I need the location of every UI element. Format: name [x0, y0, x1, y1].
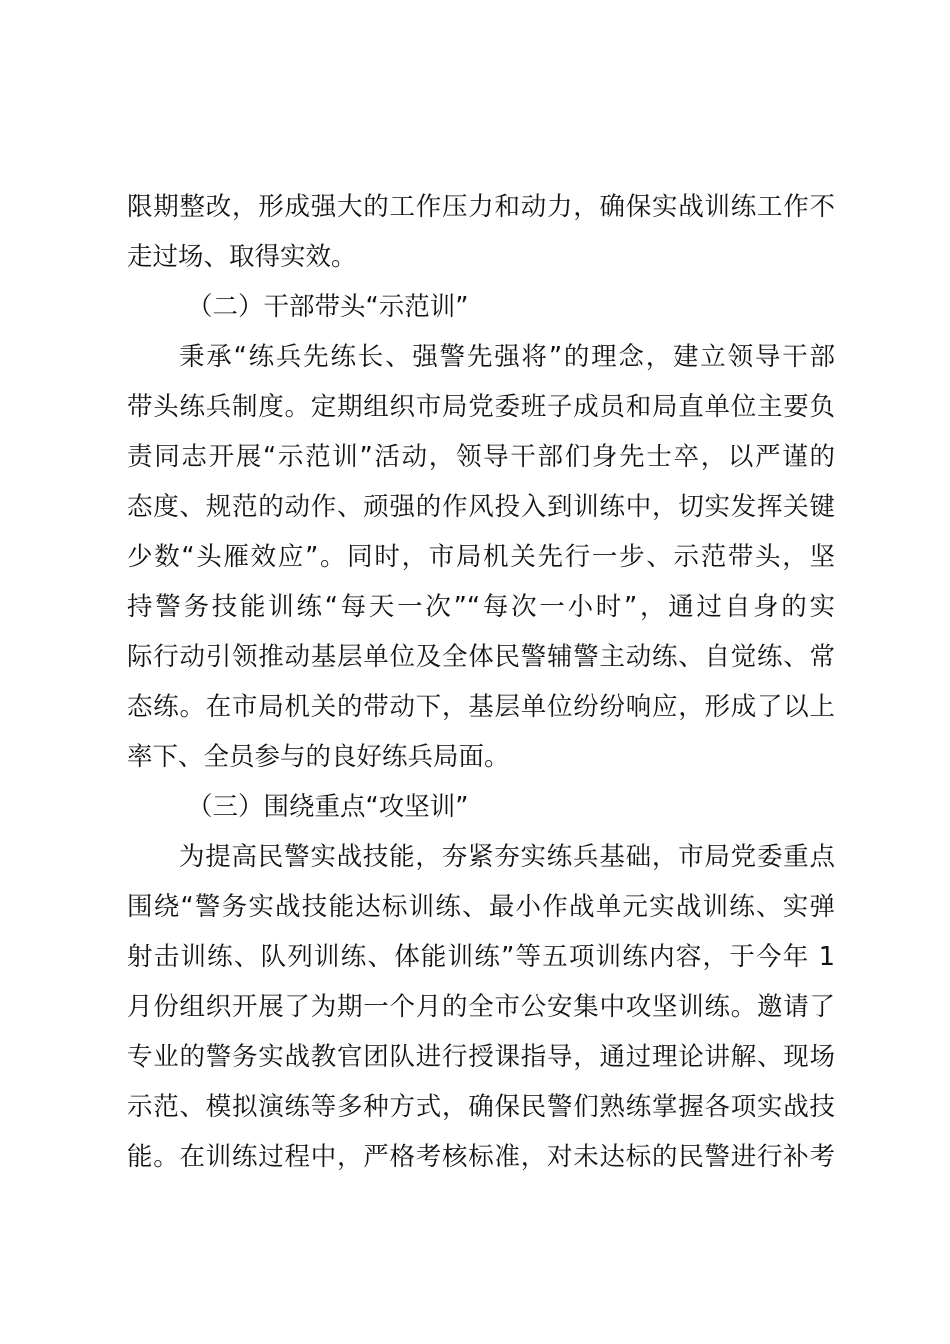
paragraph-line: 能。在训练过程中，严格考核标准，对未达标的民警进行补考	[127, 1142, 835, 1172]
paragraph-line: 态度、规范的动作、顽强的作风投入到训练中，切实发挥关键	[127, 492, 835, 522]
paragraph-line: 少数“头雁效应”。同时，市局机关先行一步、示范带头，坚	[127, 542, 835, 572]
paragraph-line: 为提高民警实战技能，夯紧夯实练兵基础，市局党委重点	[179, 842, 835, 872]
paragraph-line: 专业的警务实战教官团队进行授课指导，通过理论讲解、现场	[127, 1042, 835, 1072]
paragraph-line: 月份组织开展了为期一个月的全市公安集中攻坚训练。邀请了	[127, 992, 835, 1022]
paragraph-line: 率下、全员参与的良好练兵局面。	[127, 742, 510, 772]
paragraph-line: 责同志开展“示范训”活动，领导干部们身先士卒，以严谨的	[127, 442, 835, 472]
paragraph-line: 秉承“练兵先练长、强警先强将”的理念，建立领导干部	[179, 342, 835, 372]
paragraph-line: 围绕“警务实战技能达标训练、最小作战单元实战训练、实弹	[127, 892, 835, 922]
paragraph-line: 态练。在市局机关的带动下，基层单位纷纷响应，形成了以上	[127, 692, 835, 722]
document-body	[127, 182, 835, 1182]
paragraph-line: 射击训练、队列训练、体能训练”等五项训练内容，于今年 1	[127, 942, 835, 972]
paragraph-line: 示范、模拟演练等多种方式，确保民警们熟练掌握各项实战技	[127, 1092, 835, 1122]
paragraph-line: 际行动引领推动基层单位及全体民警辅警主动练、自觉练、常	[127, 642, 835, 672]
paragraph-line: 持警务技能训练“每天一次”“每次一小时”，通过自身的实	[127, 592, 835, 622]
paragraph-line: 限期整改，形成强大的工作压力和动力，确保实战训练工作不	[127, 192, 835, 222]
paragraph-line: 走过场、取得实效。	[127, 242, 357, 272]
section-heading-2: （二）干部带头“示范训”	[187, 292, 469, 322]
paragraph-line: 带头练兵制度。定期组织市局党委班子成员和局直单位主要负	[127, 392, 835, 422]
section-heading-3: （三）围绕重点“攻坚训”	[187, 792, 469, 822]
